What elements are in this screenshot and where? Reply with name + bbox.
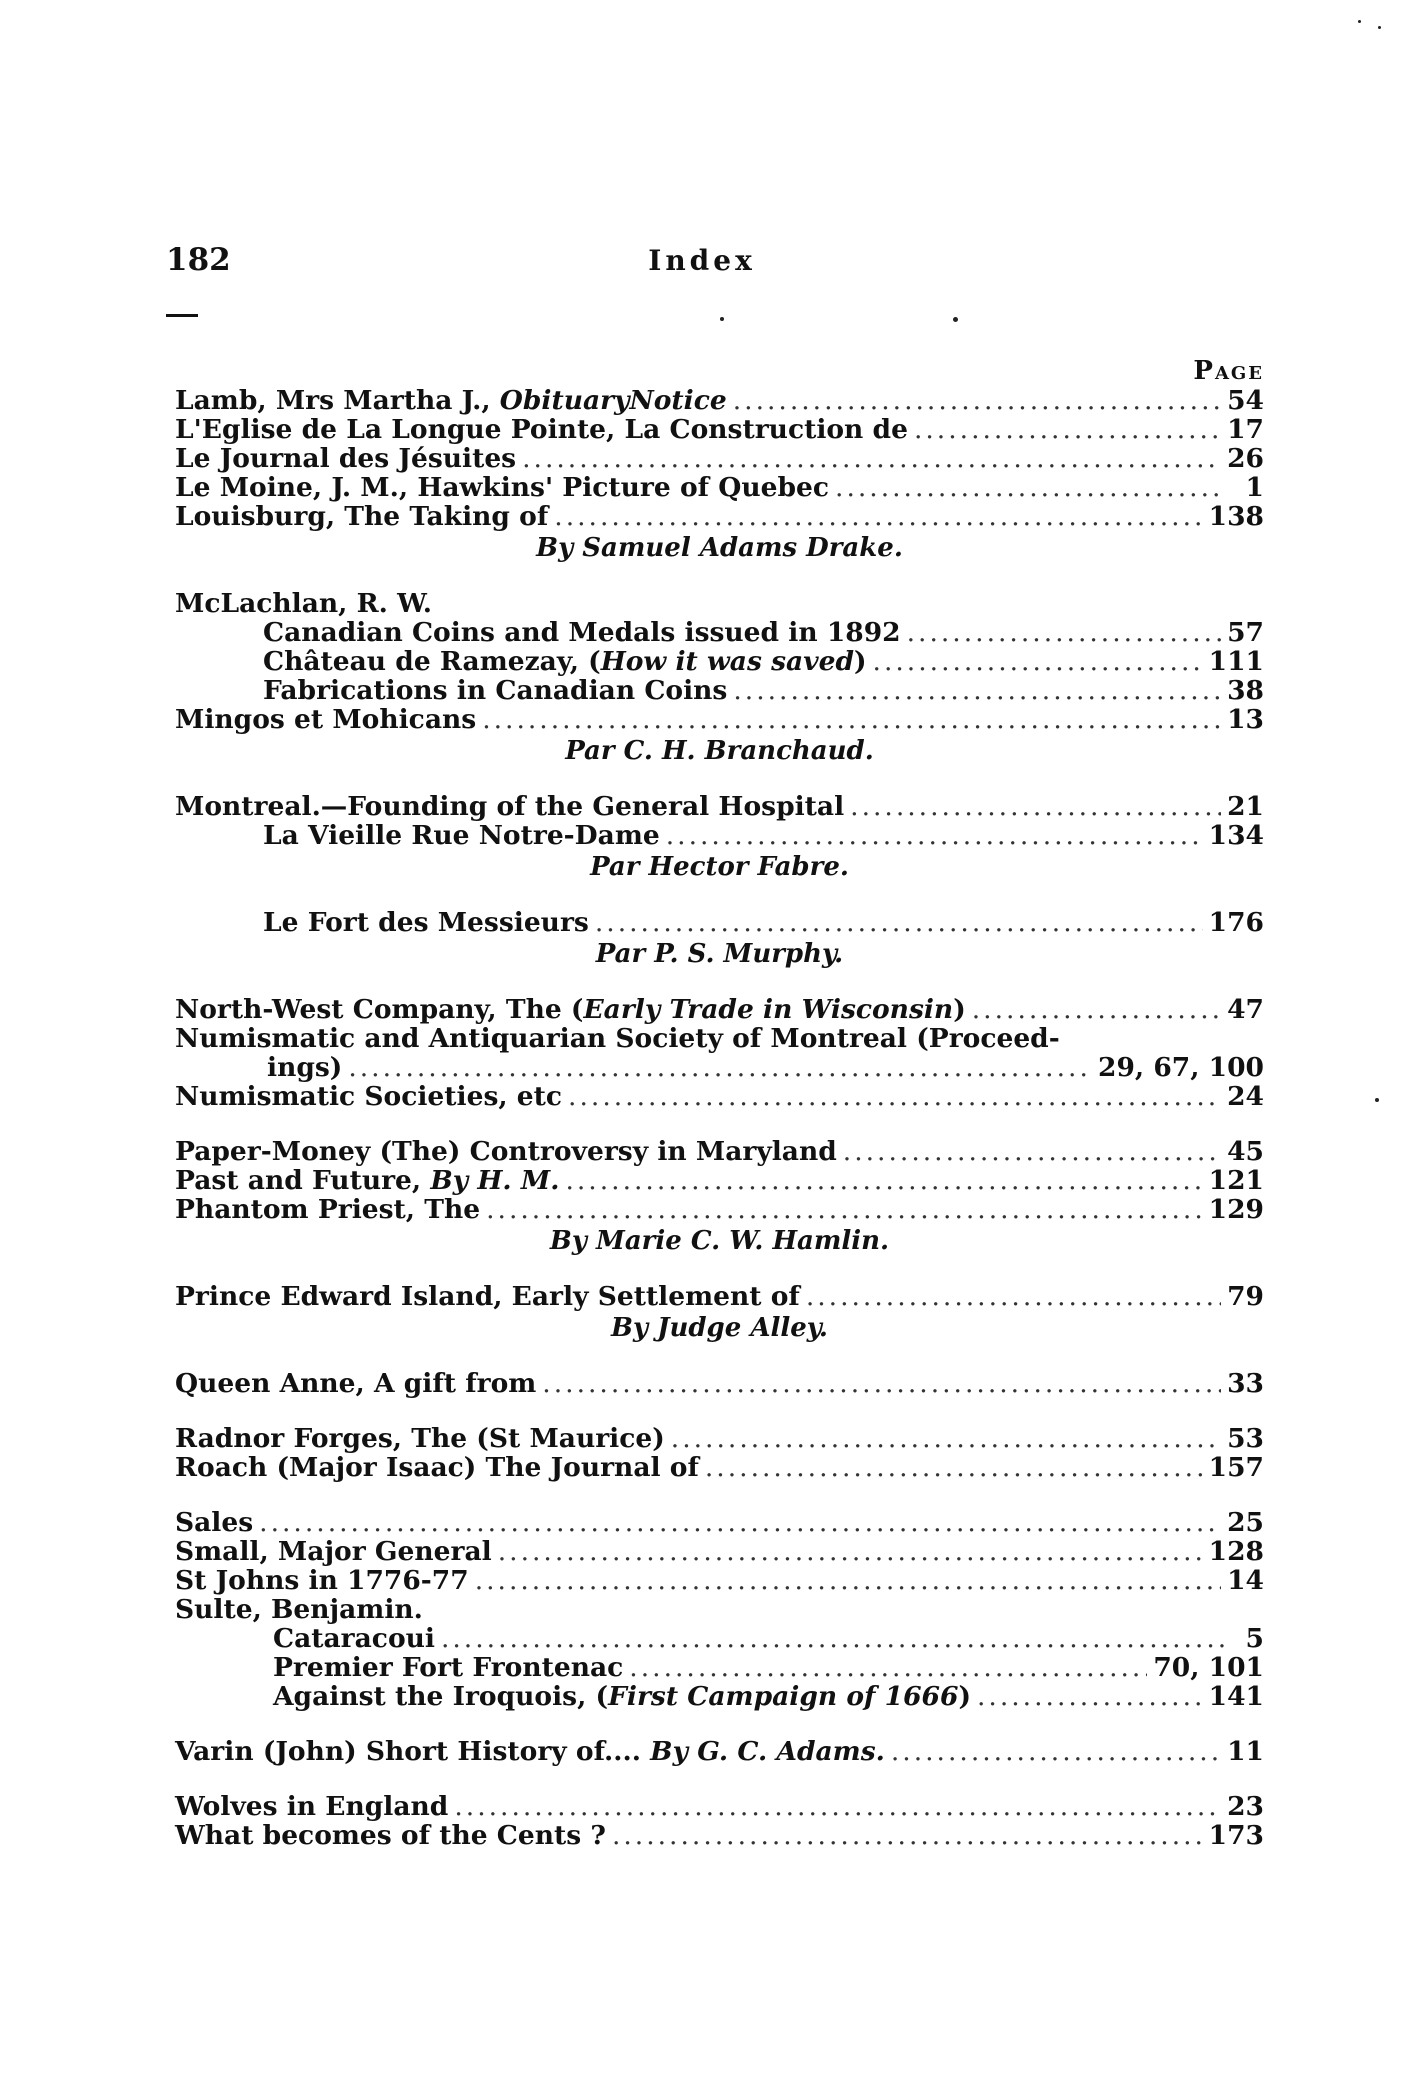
- entry-text: Roach (Major Isaac) The Journal of: [175, 1452, 699, 1483]
- index-entry: [175, 1792, 1264, 1821]
- dot-leader: [873, 647, 1203, 676]
- dot-leader: [733, 676, 1221, 705]
- dot-leader: [565, 1166, 1202, 1195]
- entry-after: ): [958, 1681, 971, 1712]
- page-ref: 23: [1227, 1791, 1264, 1822]
- section-gap: [175, 1766, 1264, 1792]
- index-entry: [175, 1653, 1264, 1682]
- entry-text: Wolves in England: [175, 1791, 449, 1822]
- entry-text: Louisburg, The Taking of: [175, 501, 549, 532]
- section-gap: [175, 1398, 1264, 1424]
- index-entry: [175, 386, 1264, 415]
- author-credit: By Marie C. W. Hamlin.: [549, 1226, 890, 1256]
- page-ref: 157: [1208, 1452, 1264, 1483]
- entry-text: Numismatic Societies, etc: [175, 1081, 563, 1112]
- dot-leader: [671, 1424, 1221, 1453]
- index-entry: [175, 1566, 1264, 1595]
- page-ref: 121: [1208, 1165, 1264, 1196]
- section-gap: [175, 969, 1264, 995]
- page-ref: 134: [1208, 820, 1264, 851]
- index-heading: McLachlan, R. W.: [175, 588, 432, 619]
- entry-text: ings): [267, 1052, 343, 1083]
- page-ref: 47: [1227, 994, 1264, 1025]
- entry-title: [175, 1566, 469, 1595]
- dot-leader: [522, 444, 1221, 473]
- index-entry: [175, 1821, 1264, 1850]
- entry-title: [175, 1424, 665, 1453]
- section-gap: [175, 1482, 1264, 1508]
- page-ref: 129: [1208, 1194, 1264, 1225]
- dot-leader: [914, 415, 1221, 444]
- dot-leader: [835, 473, 1224, 502]
- ink-speck: [1358, 20, 1361, 23]
- section-gap: [175, 882, 1264, 908]
- dot-leader: [542, 1369, 1221, 1398]
- entry-text: Château de Ramezay, (: [263, 646, 601, 677]
- entry-title: [175, 1792, 448, 1821]
- index-entry: [175, 1537, 1264, 1566]
- dot-leader: [554, 502, 1202, 531]
- entry-title: [263, 908, 589, 937]
- entry-text: Premier Fort Frontenac: [273, 1652, 624, 1683]
- entry-title: [175, 995, 966, 1024]
- section-gap: [175, 1111, 1264, 1137]
- entry-after: ): [853, 646, 867, 677]
- entry-text: St Johns in 1776-77: [175, 1565, 469, 1596]
- dot-leader: [629, 1653, 1147, 1682]
- index-entry: [175, 1053, 1264, 1082]
- index-list: [175, 386, 1264, 1850]
- entry-text: Le Fort des Messieurs: [263, 907, 589, 938]
- entry-title: [175, 1082, 562, 1111]
- entry-title: [267, 1053, 342, 1082]
- entry-title: [175, 1737, 885, 1766]
- section-gap: [175, 766, 1264, 792]
- index-entry: [175, 1195, 1264, 1224]
- dot-leader: [486, 1195, 1203, 1224]
- entry-title: [175, 473, 829, 502]
- dot-leader: [850, 792, 1221, 821]
- entry-after: ): [953, 994, 966, 1025]
- index-entry: [175, 1624, 1264, 1653]
- entry-title: [263, 647, 867, 676]
- entry-title: [175, 1166, 559, 1195]
- entry-text: Sales: [175, 1507, 254, 1538]
- dot-leader: [441, 1624, 1224, 1653]
- page-ref: 79: [1227, 1281, 1264, 1312]
- dot-leader: [348, 1053, 1092, 1082]
- ink-speck: [720, 317, 724, 321]
- page-ref: 1: [1245, 472, 1264, 503]
- page-ref: 29, 67, 100: [1098, 1052, 1264, 1083]
- entry-text: Past and Future,: [175, 1165, 431, 1196]
- index-entry: [175, 1282, 1264, 1311]
- index-heading: Numismatic and Antiquarian Society of Montreal (Proceed-: [175, 1023, 1060, 1054]
- dot-leader: [907, 618, 1222, 647]
- index-entry: [175, 676, 1264, 705]
- section-gap: [175, 1256, 1264, 1282]
- dot-leader: [498, 1537, 1203, 1566]
- ink-speck: [1378, 26, 1381, 29]
- entry-title: [273, 1682, 971, 1711]
- entry-title: [263, 618, 901, 647]
- entry-text: La Vieille Rue Notre-Dame: [263, 820, 660, 851]
- dot-leader: [733, 386, 1221, 415]
- ink-speck: [953, 317, 958, 322]
- index-entry: [175, 995, 1264, 1024]
- entry-italic: First Campaign of 1666: [608, 1681, 959, 1712]
- dot-leader: [482, 705, 1221, 734]
- short-rule: [166, 314, 198, 317]
- entry-text: Against the Iroquois, (: [273, 1681, 609, 1712]
- entry-italic: ObituaryNotice: [499, 385, 727, 416]
- entry-title: [175, 444, 516, 473]
- page-ref: 26: [1227, 443, 1264, 474]
- index-entry: [175, 821, 1264, 850]
- running-head: Index: [648, 244, 756, 277]
- index-entry: [175, 1453, 1264, 1482]
- entry-text: Montreal.—Founding of the General Hospital: [175, 791, 845, 822]
- entry-italic: How it was saved: [600, 646, 854, 677]
- page-ref: 17: [1227, 414, 1264, 445]
- page-ref: 173: [1208, 1820, 1264, 1851]
- entry-text: Queen Anne, A gift from: [175, 1368, 537, 1399]
- index-entry: [175, 792, 1264, 821]
- entry-text: North-West Company, The (: [175, 994, 584, 1025]
- page-ref: 33: [1227, 1368, 1264, 1399]
- page-ref: 24: [1227, 1081, 1264, 1112]
- index-entry: [175, 1137, 1264, 1166]
- dot-leader: [843, 1137, 1221, 1166]
- entry-title: [175, 1453, 699, 1482]
- index-entry: [175, 1682, 1264, 1711]
- page-ref: 138: [1208, 501, 1264, 532]
- entry-title: [175, 1282, 800, 1311]
- index-entry: [175, 1166, 1264, 1195]
- index-entry: [175, 415, 1264, 444]
- entry-title: [263, 821, 660, 850]
- page-column-label: Page: [1193, 356, 1264, 386]
- entry-text: Varin (John) Short History of....: [175, 1736, 651, 1767]
- entry-text: Lamb, Mrs Martha J.,: [175, 385, 500, 416]
- entry-italic: Early Trade in Wisconsin: [583, 994, 954, 1025]
- entry-title: [175, 386, 727, 415]
- entry-title: [175, 792, 844, 821]
- page-ref: 141: [1208, 1681, 1264, 1712]
- section-gap: [175, 563, 1264, 589]
- page-ref: 45: [1227, 1136, 1264, 1167]
- index-entry: [175, 705, 1264, 734]
- index-entry: [175, 1082, 1264, 1111]
- author-credit: Par Hector Fabre.: [590, 852, 849, 882]
- dot-leader: [259, 1508, 1221, 1537]
- entry-title: [175, 1369, 536, 1398]
- dot-leader: [891, 1737, 1221, 1766]
- section-gap: [175, 1343, 1264, 1369]
- page-ref: 53: [1227, 1423, 1264, 1454]
- page-ref: 111: [1208, 646, 1264, 677]
- entry-title: [263, 676, 727, 705]
- entry-text: Fabrications in Canadian Coins: [263, 675, 728, 706]
- index-entry: [175, 1369, 1264, 1398]
- page-ref: 38: [1227, 675, 1264, 706]
- author-credit: Par C. H. Branchaud.: [565, 736, 874, 766]
- entry-text: Phantom Priest, The: [175, 1194, 481, 1225]
- dot-leader: [806, 1282, 1221, 1311]
- entry-text: Canadian Coins and Medals issued in 1892: [263, 617, 901, 648]
- page-ref: 57: [1227, 617, 1264, 648]
- index-heading: Sulte, Benjamin.: [175, 1594, 423, 1625]
- entry-text: Small, Major General: [175, 1536, 492, 1567]
- page-ref: 21: [1227, 791, 1264, 822]
- entry-italic: By H. M.: [430, 1165, 560, 1196]
- dot-leader: [568, 1082, 1221, 1111]
- page-ref: 5: [1245, 1623, 1264, 1654]
- entry-title: [175, 502, 548, 531]
- index-entry: [175, 1737, 1264, 1766]
- dot-leader: [612, 1821, 1203, 1850]
- entry-text: Prince Edward Island, Early Settlement of: [175, 1281, 800, 1312]
- entry-text: Le Journal des Jésuites: [175, 443, 517, 474]
- entry-text: Mingos et Mohicans: [175, 704, 477, 735]
- page-ref: 176: [1208, 907, 1264, 938]
- page-ref: 14: [1227, 1565, 1264, 1596]
- section-gap: [175, 1711, 1264, 1737]
- page-ref: 70, 101: [1153, 1652, 1264, 1683]
- ink-speck: [1375, 1098, 1379, 1102]
- page-ref: 128: [1208, 1536, 1264, 1567]
- entry-title: [273, 1624, 435, 1653]
- dot-leader: [705, 1453, 1203, 1482]
- entry-text: Radnor Forges, The (St Maurice): [175, 1423, 665, 1454]
- author-credit: By Samuel Adams Drake.: [536, 533, 903, 563]
- dot-leader: [977, 1682, 1203, 1711]
- page-ref: 11: [1227, 1736, 1264, 1767]
- index-entry: [175, 618, 1264, 647]
- index-entry: [175, 1508, 1264, 1537]
- author-credit: By Judge Alley.: [611, 1313, 828, 1343]
- entry-text: What becomes of the Cents ?: [175, 1820, 606, 1851]
- dot-leader: [972, 995, 1221, 1024]
- entry-title: [175, 415, 908, 444]
- dot-leader: [454, 1792, 1221, 1821]
- page-ref: 25: [1227, 1507, 1264, 1538]
- index-entry: [175, 647, 1264, 676]
- index-entry: [175, 502, 1264, 531]
- index-entry: [175, 473, 1264, 502]
- page-ref: 13: [1227, 704, 1264, 735]
- entry-text: Le Moine, J. M., Hawkins' Picture of Quebec: [175, 472, 830, 503]
- entry-title: [175, 1508, 253, 1537]
- dot-leader: [475, 1566, 1221, 1595]
- index-entry: [175, 444, 1264, 473]
- index-entry: [175, 1424, 1264, 1453]
- index-entry: [175, 908, 1264, 937]
- entry-title: [175, 705, 476, 734]
- entry-title: [273, 1653, 623, 1682]
- author-credit: Par P. S. Murphy.: [595, 939, 844, 969]
- entry-title: [175, 1821, 606, 1850]
- page-ref: 54: [1227, 385, 1264, 416]
- entry-title: [175, 1537, 492, 1566]
- page-number: 182: [166, 242, 231, 278]
- entry-text: Paper-Money (The) Controversy in Maryland: [175, 1136, 837, 1167]
- entry-italic: By G. C. Adams.: [650, 1736, 885, 1767]
- entry-text: L'Eglise de La Longue Pointe, La Construction de: [175, 414, 908, 445]
- dot-leader: [666, 821, 1203, 850]
- entry-title: [175, 1195, 480, 1224]
- entry-text: Cataracoui: [273, 1623, 435, 1654]
- dot-leader: [595, 908, 1203, 937]
- entry-title: [175, 1137, 837, 1166]
